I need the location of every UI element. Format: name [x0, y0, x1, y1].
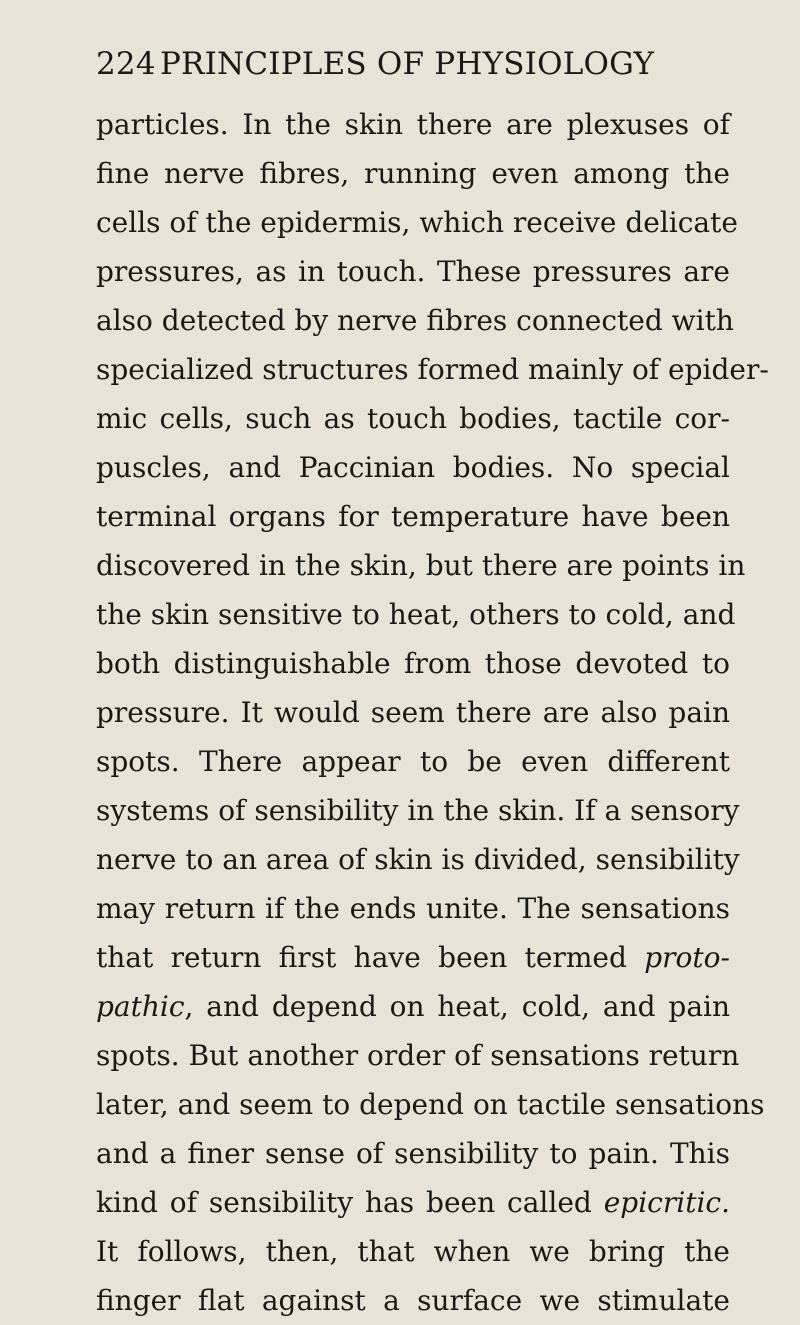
italic-text-segment: pathic	[96, 990, 185, 1023]
text-segment: and a finer sense of sensibility to pain. This	[96, 1137, 730, 1170]
text-line	[96, 1031, 740, 1080]
text-line	[96, 1080, 765, 1129]
text-line	[96, 149, 730, 198]
text-segment: also detected by nerve fibres connected with	[96, 304, 734, 337]
text-segment: specialized structures formed mainly of epider-	[96, 353, 769, 386]
text-segment: both distinguishable from those devoted to	[96, 647, 730, 680]
text-line	[96, 1227, 730, 1276]
text-line	[96, 247, 730, 296]
page-number: 224	[96, 46, 156, 82]
text-line	[96, 345, 769, 394]
text-segment: cells of the epidermis, which receive delicate	[96, 206, 738, 239]
text-segment: spots. There appear to be even different	[96, 745, 730, 778]
text-segment: It follows, then, that when we bring the	[96, 1235, 730, 1268]
text-line	[96, 296, 734, 345]
text-segment: later, and seem to depend on tactile sensations	[96, 1088, 765, 1121]
text-line	[96, 443, 730, 492]
text-line	[96, 1276, 730, 1325]
text-line	[96, 737, 730, 786]
text-line	[96, 541, 746, 590]
text-segment: nerve to an area of skin is divided, sensibility	[96, 843, 740, 876]
text-line	[96, 933, 730, 982]
text-line	[96, 835, 740, 884]
text-line	[96, 100, 730, 149]
text-segment: mic cells, such as touch bodies, tactile cor-	[96, 402, 730, 435]
text-line	[96, 590, 736, 639]
text-segment: that return first have been termed	[96, 941, 645, 974]
text-segment: , and depend on heat, cold, and pain	[184, 990, 730, 1023]
text-line	[96, 786, 740, 835]
text-line	[96, 1129, 730, 1178]
text-line	[96, 982, 730, 1031]
text-segment: systems of sensibility in the skin. If a sensory	[96, 794, 740, 827]
text-segment: particles. In the skin there are plexuses of	[96, 108, 730, 141]
text-line	[96, 639, 730, 688]
text-line	[96, 492, 730, 541]
italic-text-segment: proto-	[644, 941, 730, 974]
text-segment: discovered in the skin, but there are points in	[96, 549, 746, 582]
text-segment: pressures, as in touch. These pressures are	[96, 255, 730, 288]
text-segment: terminal organs for temperature have been	[96, 500, 730, 533]
text-line	[96, 688, 730, 737]
text-segment: fine nerve fibres, running even among the	[96, 157, 730, 190]
running-head	[96, 46, 730, 94]
text-line	[96, 1178, 730, 1227]
text-line	[96, 884, 730, 933]
text-segment: kind of sensibility has been called	[96, 1186, 604, 1219]
text-segment: puscles, and Paccinian bodies. No special	[96, 451, 730, 484]
running-title: PRINCIPLES OF PHYSIOLOGY	[160, 46, 655, 82]
italic-text-segment: epicritic.	[603, 1186, 730, 1219]
text-segment: the skin sensitive to heat, others to cold, and	[96, 598, 736, 631]
text-line	[96, 394, 730, 443]
text-line	[96, 198, 738, 247]
text-segment: may return if the ends unite. The sensations	[96, 892, 730, 925]
text-segment: spots. But another order of sensations return	[96, 1039, 740, 1072]
text-segment: pressure. It would seem there are also pain	[96, 696, 730, 729]
text-segment: finger flat against a surface we stimulate	[96, 1284, 730, 1317]
